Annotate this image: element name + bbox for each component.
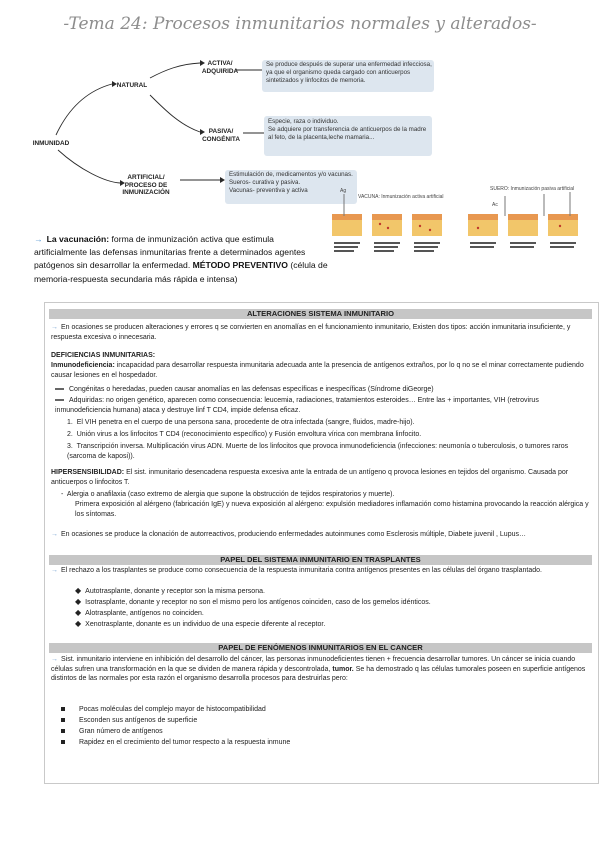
autoinmunes-paragraph <box>51 530 591 540</box>
congenitas-text: Congénitas o heredadas, pueden causar anomalías en las defensas específicas e inespecíficas (Síndrome diGeorge) <box>69 386 434 393</box>
trasplantes-intro <box>51 566 591 576</box>
diamond-icon: ◆ <box>75 597 82 606</box>
cancer-intro2-text: Se ha demostrado q las células tumorales poseen en superficie antígenos distintos de las normales por esta razón el organismo desarrolla procesos para destruirlas pero: <box>51 665 586 683</box>
vacunacion-text: forma de inmunización activa que estimula artificialmente las defensas inmunitarias frente a determinados agentes patógenos sin desarrollar la enfermedad. <box>34 234 306 271</box>
arrow-icon: → <box>34 234 43 244</box>
trasplante-item-text: Autotrasplante, donante y receptor son la misma persona. <box>85 588 265 595</box>
trasplantes-intro-text: El rechazo a los trasplantes se produce como consecuencia de la respuesta inmunitaria contra antígenos presentes en las células del órgano trasplantado. <box>61 567 542 574</box>
adquiridas-item <box>55 396 591 415</box>
trasplante-item <box>51 608 591 619</box>
cancer-item-text: Pocas moléculas del complejo mayor de histocompatibilidad <box>79 706 266 713</box>
vacunacion-paren: (célula de memoria-respuesta secundaria más rápida e intensa) <box>34 260 328 284</box>
arrow-icon: → <box>51 324 58 331</box>
illustration-drawing <box>330 184 595 266</box>
trasplante-item-text: Alotrasplante, antígenos no coinciden. <box>85 610 204 617</box>
square-bullet-icon <box>61 740 65 744</box>
square-bullet-icon <box>61 707 65 711</box>
vih-step-3-text: Transcripción inversa. Multiplicación virus ADN. Muerte de los linfocitos que provoca inmunodeficiencia (infecciones: neumonía o tuberculosis, o tumores raros (sarcoma de kaposi)). <box>67 443 569 460</box>
vacunacion-label: La vacunación: <box>46 234 110 244</box>
artificial-description-3: Vacunas- preventiva y activa <box>229 187 308 194</box>
dash-icon <box>55 399 64 401</box>
alergia-detail: Primera exposición al alérgeno (fabricación IgE) y nueva exposición al alérgeno: expulsión mediadores inflamación como histamina provocando la reacción alérgica y los síntomas. <box>75 501 589 518</box>
node-natural: NATURAL <box>116 82 148 89</box>
cancer-item <box>51 716 591 726</box>
cancer-item <box>51 738 591 748</box>
hipersensibilidad-label: HIPERSENSIBILIDAD: <box>51 469 125 476</box>
arrow-icon: → <box>51 656 58 663</box>
antibody-label: Ac <box>492 202 498 208</box>
hipersensibilidad-text: El sist. inmunitario desencadena respuesta excesiva ante la entrada de un antígeno q provoca lesiones en tejidos del organismo. Causada por anticuerpos o linfocitos T. <box>51 469 569 486</box>
diamond-icon: ◆ <box>75 608 82 617</box>
inmunodeficiencia-paragraph <box>51 361 591 380</box>
activa-description: Se produce después de superar una enfermedad infecciosa, ya que el organismo queda cargado con anticuerpos sintetizados y linfocitos de memoria. <box>266 61 432 85</box>
alergia-text: Alergia o anafilaxia (caso extremo de alergia que supone la obstrucción de tejidos respiratorios y muerte). <box>66 491 395 498</box>
node-pasiva: PASIVA/ CONGÉNITA <box>202 128 240 143</box>
trasplante-item <box>51 586 591 597</box>
trasplante-item-text: Xenotrasplante, donante es un individuo de una especie diferente al receptor. <box>85 621 326 628</box>
trasplante-item-text: Isotrasplante, donante y receptor no son el mismo pero los antígenos coinciden, caso de los gemelos idénticos. <box>85 599 431 606</box>
pasiva-description-1: Especie, raza o individuo. <box>268 118 339 125</box>
diamond-icon: ◆ <box>75 586 82 595</box>
vih-step-1-text: El VIH penetra en el cuerpo de una persona sana, procedente de otra infectada (sangre, fluidos, madre-hijo). <box>76 419 415 426</box>
arrow-icon: → <box>51 531 58 538</box>
cancer-item-text: Rapidez en el crecimiento del tumor respecto a la respuesta inmune <box>79 739 291 746</box>
box-activa <box>262 60 434 92</box>
square-bullet-icon <box>61 718 65 722</box>
trasplantes-heading: PAPEL DEL SISTEMA INMUNITARIO EN TRASPLANTES <box>49 555 592 565</box>
cancer-item <box>51 727 591 737</box>
dash-icon <box>55 388 64 390</box>
alteraciones-intro <box>51 323 591 342</box>
pasiva-description-2: Se adquiere por transferencia de anticuerpos de la madre al feto, de la placenta,leche mamaria... <box>268 126 427 142</box>
cancer-item-text: Esconden sus antígenos de superficie <box>79 717 198 724</box>
cancer-heading: PAPEL DE FENÓMENOS INMUNITARIOS EN EL CANCER <box>49 643 592 653</box>
box-pasiva <box>264 116 432 156</box>
square-bullet-icon <box>61 729 65 733</box>
cancer-item <box>51 705 591 715</box>
vacunacion-paragraph <box>34 233 329 286</box>
alergia-item: - Alergia o anafilaxia (caso extremo de alergia que supone la obstrucción de tejidos respiratorios y muerte). <box>61 491 395 498</box>
node-artificial: ARTIFICIAL/ PROCESO DE INMUNIZACIÓN <box>122 174 170 197</box>
illustration-right-title: SUERO: Inmunización pasiva artificial <box>490 186 575 192</box>
trasplante-item <box>51 597 591 608</box>
page-title: -Tema 24: Procesos inmunitarios normales y alterados- <box>63 14 537 34</box>
vih-step-3: 3. Transcripción inversa. Multiplicación virus ADN. Muerte de los linfocitos que provoca inmunodeficiencia (infecciones: neumonía o tuberculosis, o tumores raros (sarcoma de kaposi)). <box>67 443 569 460</box>
congenitas-item <box>55 385 591 395</box>
node-activa: ACTIVA/ ADQUIRIDA <box>201 60 239 75</box>
vih-step-2: 2. Unión virus a los linfocitos T CD4 (reconocimiento específico) y Fusión envoltura vírica con membrana linfocito. <box>67 431 422 438</box>
artificial-description-1: Estimulación de, medicamentos y/o vacunas. <box>229 171 353 178</box>
adquiridas-text: Adquiridas: no origen genético, aparecen como consecuencia: leucemia, radiaciones, tratamientos esteroides… Entre las + importantes, VIH (retrovirus inmunodeficiencia humana) ataca y destruye linf T CD4, impide defensa eficaz. <box>55 397 539 414</box>
metodo-preventivo: MÉTODO PREVENTIVO <box>192 260 288 271</box>
hipersensibilidad-paragraph <box>51 468 591 487</box>
cancer-intro <box>51 655 591 684</box>
cancer-item-text: Gran número de antígenos <box>79 728 163 735</box>
artificial-description-2: Sueros- curativa y pasiva. <box>229 179 301 186</box>
deficiencias-heading-text: DEFICIENCIAS INMUNITARIAS: <box>51 352 156 359</box>
inmunodeficiencia-text: incapacidad para desarrollar respuesta inmunitaria adecuada ante la presencia de antígenos extraños, por lo q no se el minar correctamente pudiendo causar lesiones en el hospedador. <box>51 362 584 379</box>
inmunodeficiencia-label: Inmunodeficiencia: <box>51 362 115 369</box>
illustration-left-title: VACUNA: Inmunización activa artificial <box>358 194 444 200</box>
vih-step-1: 1. El VIH penetra en el cuerpo de una persona sana, procedente de otra infectada (sangre, fluidos, madre-hijo). <box>67 419 415 426</box>
alteraciones-panel <box>44 302 599 784</box>
autoinmunes-text: En ocasiones se produce la clonación de autorreactivos, produciendo enfermedades autoinmunes como Esclerosis múltiple, Diabete juvenil , Lupus… <box>61 531 526 538</box>
tumor-term: tumor. <box>332 665 354 673</box>
alteraciones-intro-text: En ocasiones se producen alteraciones y errores q se convierten en anomalías en el funcionamiento inmunitario, Existen dos tipos: acción inmunitaria insuficiente, y respuesta excesiva o innecesaria. <box>51 324 571 341</box>
node-inmunidad: INMUNIDAD <box>32 140 70 147</box>
immunization-illustration <box>330 184 595 266</box>
trasplante-item <box>51 619 591 630</box>
vih-step-2-text: Unión virus a los linfocitos T CD4 (reconocimiento específico) y Fusión envoltura vírica con membrana linfocito. <box>76 431 422 438</box>
arrow-icon: → <box>51 567 58 574</box>
diamond-icon: ◆ <box>75 619 82 628</box>
alteraciones-heading: ALTERACIONES SISTEMA INMUNITARIO <box>49 309 592 319</box>
deficiencias-heading <box>51 351 591 361</box>
antigen-label: Ag <box>340 188 347 194</box>
cancer-intro-text: Sist. inmunitario interviene en inhibición del desarrollo del cáncer, las personas inmunodeficientes tienen + frecuencia desarrollar tumores. Un cáncer se inicia cuando células sufren una transformación en la que se dividen de manera rápida y descontrolada, <box>51 656 576 673</box>
